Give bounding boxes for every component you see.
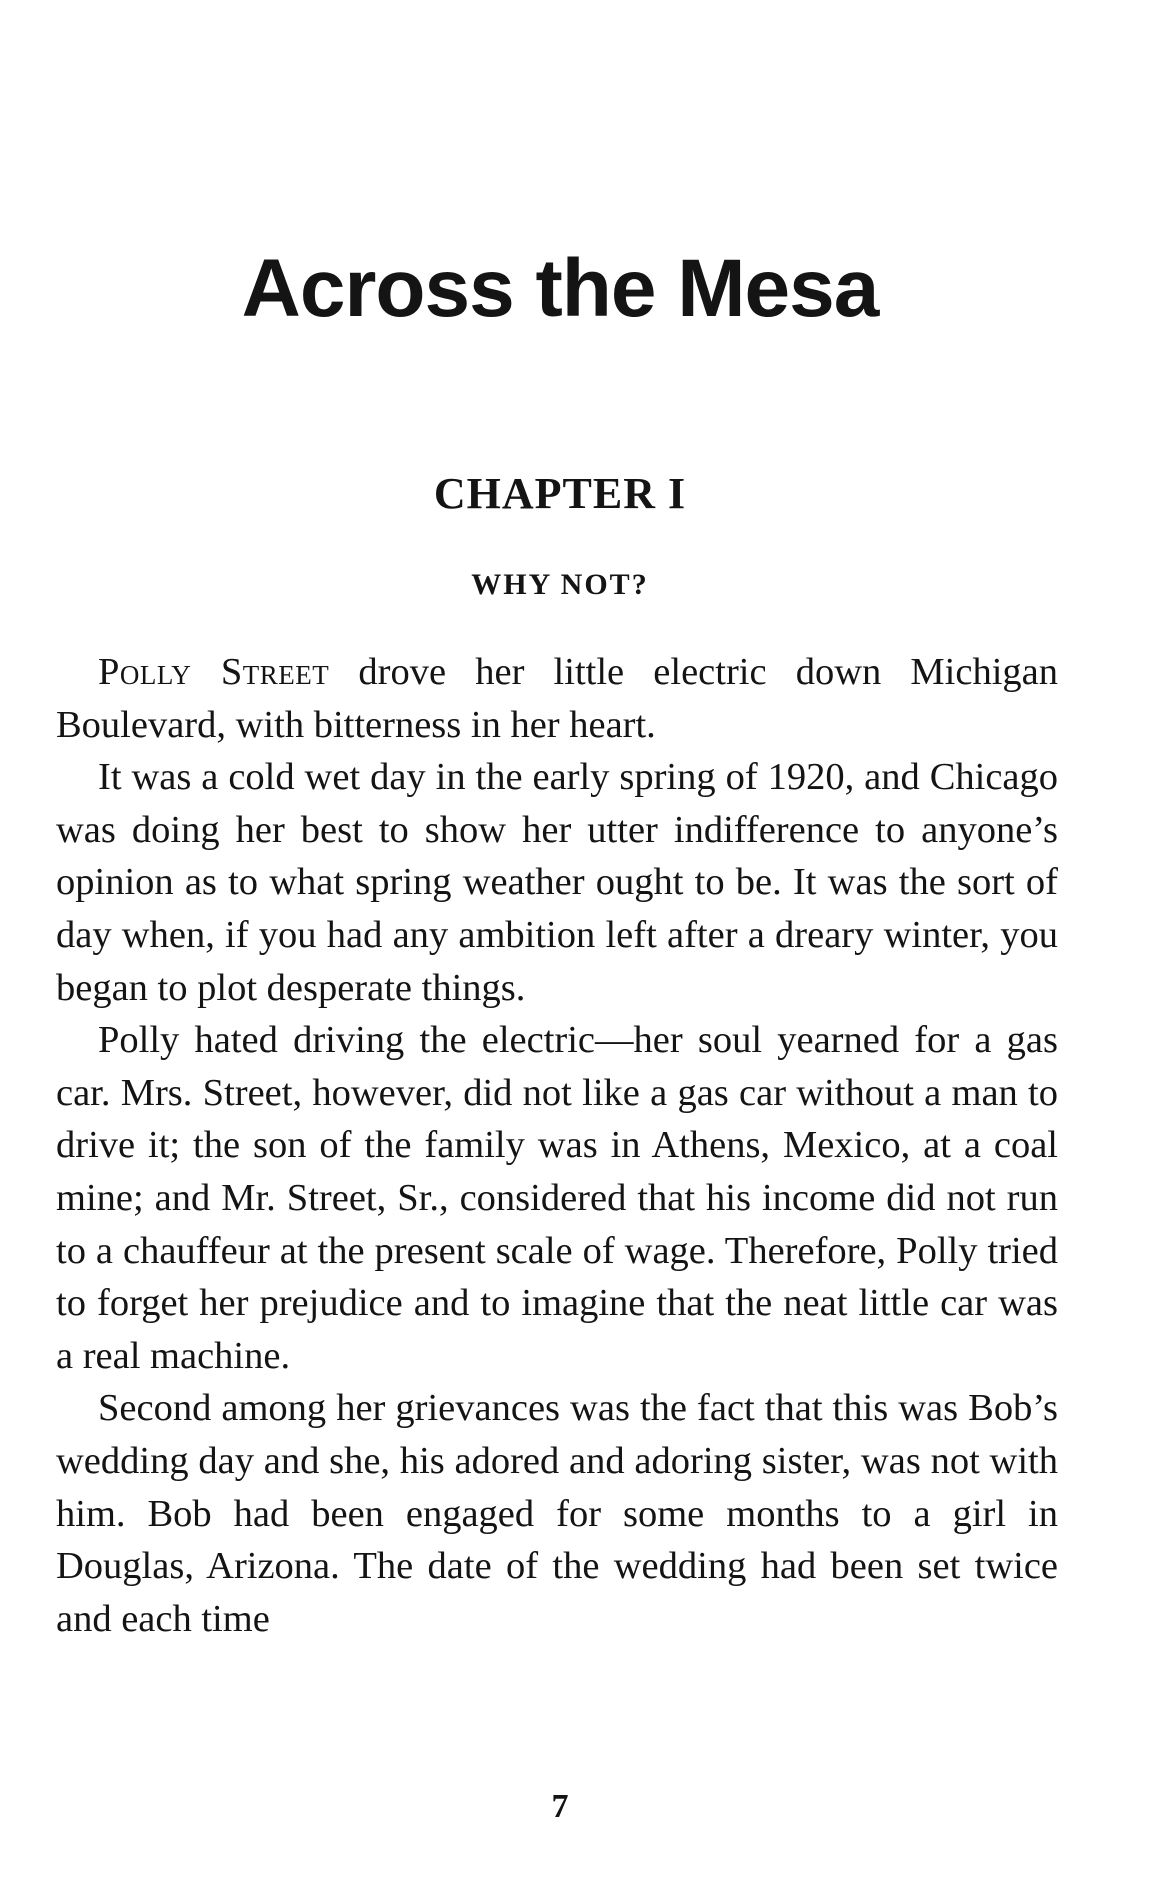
book-title: Across the Mesa	[241, 243, 879, 334]
paragraph-1	[56, 646, 1058, 751]
paragraph-4: Second among her grievances was the fact that this was Bob’s wedding day and she, his adored and adoring sister, was not with him. Bob had been engaged for some months to a girl in Douglas, Arizona. The date of the wedding had been set twice and each time	[56, 1387, 1058, 1640]
chapter-body	[56, 646, 1058, 1645]
chapter-heading: CHAPTER I	[433, 469, 687, 518]
paragraph-3: Polly hated driving the electric—her soul yearned for a gas car. Mrs. Street, however, did not like a gas car without a man to drive it; the son of the family was in Athens, Mexico, at a coal mine; and Mr. Street, Sr., considered that his income did not run to a chauffeur at the present scale of wage. Therefore, Polly tried to forget her prejudice and to imagine that the neat little car was a real machine.	[56, 1019, 1058, 1377]
page-number: 7	[551, 1788, 569, 1825]
chapter-subtitle: WHY NOT?	[471, 568, 649, 601]
paragraph-2: It was a cold wet day in the early spring of 1920, and Chicago was doing her best to show her utter indifference to anyone’s opinion as to what spring weather ought to be. It was the sort of day when, if you had any ambition left after a dreary winter, you began to plot desperate things.	[56, 756, 1058, 1009]
paragraph-text: drove her little electric down Michigan Boulevard, with bitterness in her heart.	[56, 651, 1058, 746]
paragraph-lead-name: Polly Street	[98, 651, 330, 693]
